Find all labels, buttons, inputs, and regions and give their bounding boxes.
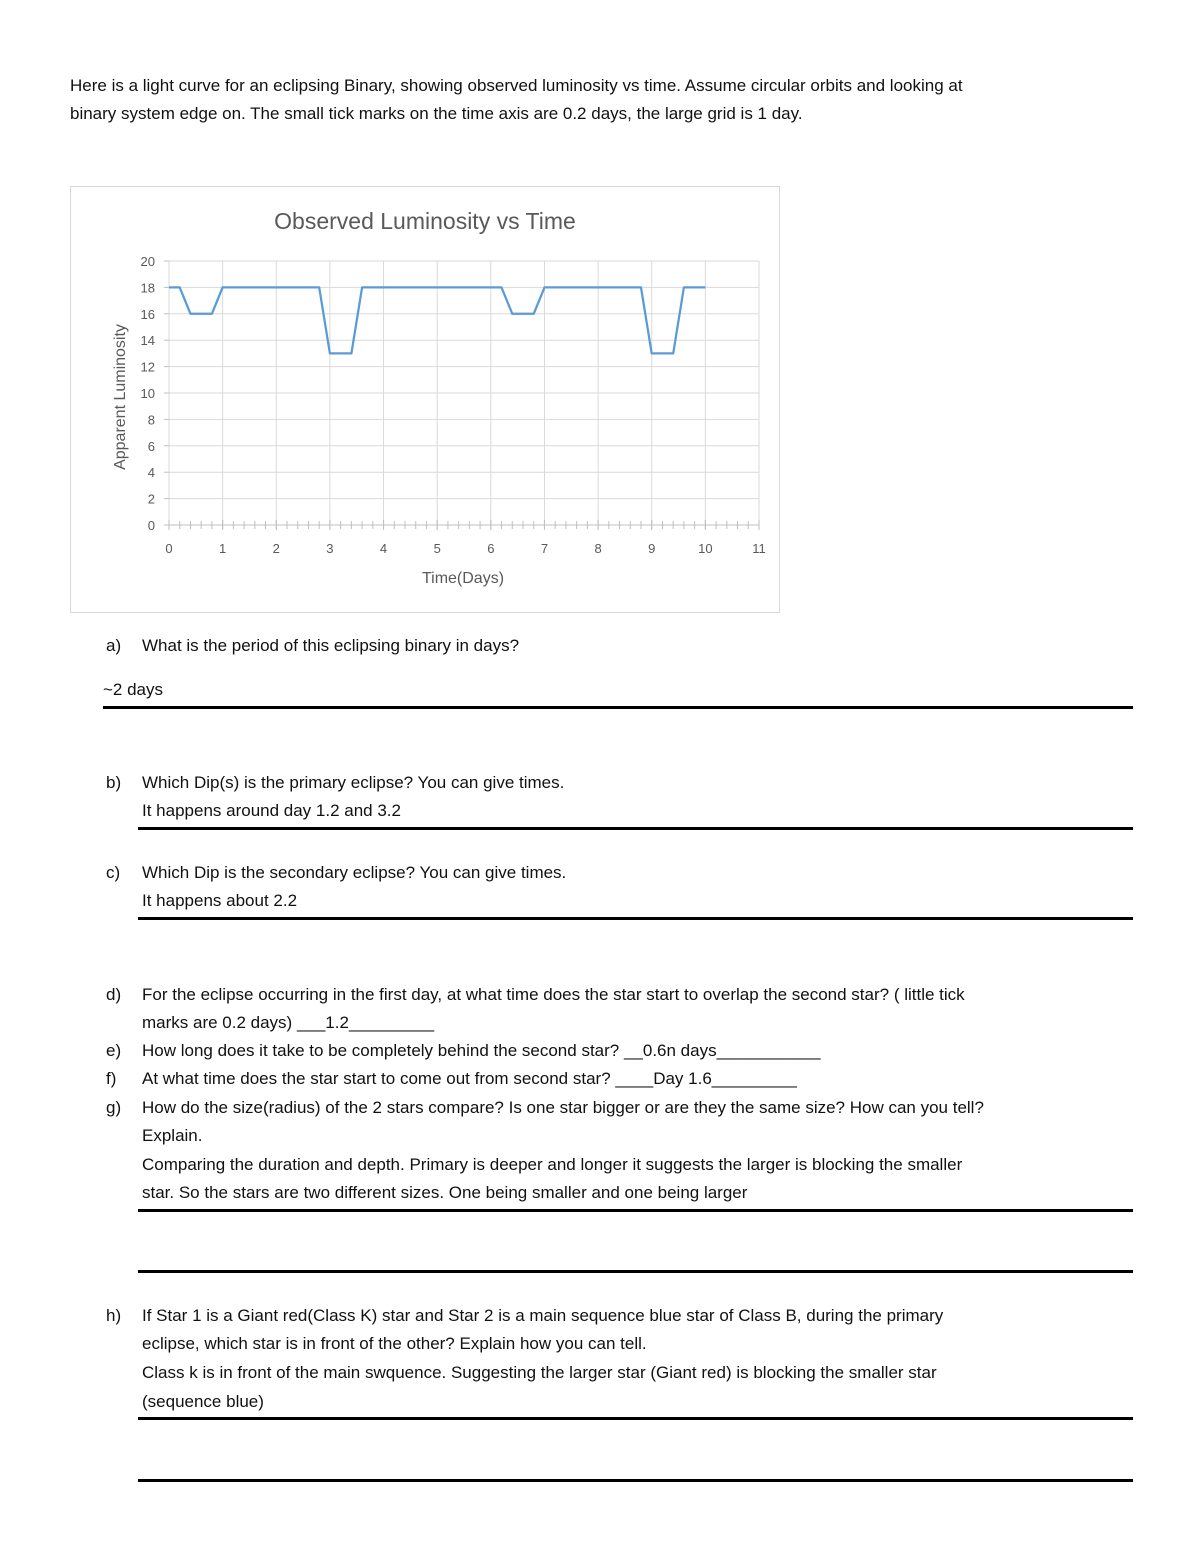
question-d-letter: d) <box>106 985 122 1004</box>
y-tick-label: 14 <box>140 333 155 349</box>
answer-a-rule <box>103 706 1133 709</box>
answer-h-line-2: (sequence blue) <box>142 1392 264 1411</box>
x-tick-label: 3 <box>326 541 334 556</box>
question-h-line-2: eclipse, which star is in front of the other? Explain how you can tell. <box>142 1334 647 1353</box>
y-tick-label: 18 <box>140 280 155 296</box>
x-tick-label: 4 <box>379 541 388 556</box>
question-g-line-2: Explain. <box>142 1126 203 1145</box>
x-tick-label: 10 <box>698 541 713 556</box>
y-tick-label: 16 <box>140 306 155 322</box>
y-axis-title: Apparent Luminosity <box>112 324 129 470</box>
question-g-line-1: How do the size(radius) of the 2 stars compare? Is one star bigger or are they the same size? How can you tell? <box>142 1098 984 1117</box>
answer-b: It happens around day 1.2 and 3.2 <box>142 801 401 820</box>
answer-g-rule-2 <box>138 1270 1133 1273</box>
question-d-line-2: marks are 0.2 days) ___1.2_________ <box>142 1013 435 1032</box>
y-tick-label: 0 <box>147 518 155 533</box>
question-g-letter: g) <box>106 1098 122 1117</box>
question-a-letter: a) <box>106 636 122 655</box>
x-axis-title: Time(Days) <box>421 570 505 587</box>
axis-layer <box>141 254 766 556</box>
x-tick-label: 2 <box>272 541 280 556</box>
x-tick-label: 6 <box>487 541 495 556</box>
answer-g-line-1: Comparing the duration and depth. Primary is deeper and longer it suggests the larger is blocking the smaller <box>142 1155 963 1174</box>
x-tick-label: 7 <box>540 541 549 556</box>
question-b-letter: b) <box>106 773 122 792</box>
intro-line-1: Here is a light curve for an eclipsing Binary, showing observed luminosity vs time. Assume circular orbits and looking at <box>70 76 963 95</box>
answer-h-rule-1 <box>138 1417 1133 1420</box>
answer-g-line-2: star. So the stars are two different sizes. One being smaller and one being larger <box>142 1183 748 1202</box>
question-f-text: At what time does the star start to come out from second star? ____Day 1.6_________ <box>142 1069 797 1088</box>
question-d-line-1: For the eclipse occurring in the first day, at what time does the star start to overlap the second star? ( little tick <box>142 985 965 1004</box>
intro-line-2: binary system edge on. The small tick marks on the time axis are 0.2 days, the large grid is 1 day. <box>70 104 803 123</box>
y-tick-label: 6 <box>147 438 155 454</box>
x-tick-label: 8 <box>594 541 602 556</box>
answer-c: It happens about 2.2 <box>142 891 298 910</box>
y-tick-label: 12 <box>140 359 155 375</box>
x-tick-label: 11 <box>752 541 766 556</box>
x-tick-label: 5 <box>433 541 441 556</box>
question-b-text: Which Dip(s) is the primary eclipse? You can give times. <box>142 773 565 792</box>
question-f-letter: f) <box>106 1069 117 1088</box>
question-e-text: How long does it take to be completely behind the second star? __0.6n days___________ <box>142 1041 821 1060</box>
question-c-letter: c) <box>106 863 121 882</box>
answer-g-rule-1 <box>138 1209 1133 1212</box>
question-h-letter: h) <box>106 1306 122 1325</box>
chart-title: Observed Luminosity vs Time <box>274 208 576 234</box>
y-tick-label: 8 <box>147 412 155 428</box>
question-c-text: Which Dip is the secondary eclipse? You can give times. <box>142 863 567 882</box>
y-tick-label: 20 <box>140 254 155 269</box>
question-e-letter: e) <box>106 1041 122 1060</box>
x-tick-label: 0 <box>165 541 173 556</box>
answer-a: ~2 days <box>103 680 164 699</box>
y-tick-label: 2 <box>147 491 155 507</box>
chart-svg <box>71 187 779 612</box>
y-tick-label: 4 <box>147 465 155 481</box>
grid-layer <box>169 261 759 525</box>
answer-c-rule <box>138 917 1133 920</box>
question-h-line-1: If Star 1 is a Giant red(Class K) star and Star 2 is a main sequence blue star of Class B, during the primary <box>142 1306 944 1325</box>
y-tick-label: 10 <box>140 386 155 401</box>
answer-h-rule-2 <box>138 1479 1133 1482</box>
x-tick-label: 9 <box>648 541 656 556</box>
answer-b-rule <box>138 827 1133 830</box>
x-tick-label: 1 <box>219 541 227 556</box>
light-curve-chart <box>70 186 780 613</box>
question-a-text: What is the period of this eclipsing binary in days? <box>142 636 520 655</box>
answer-h-line-1: Class k is in front of the main swquence. Suggesting the larger star (Giant red) is blocking the smaller star <box>142 1363 937 1382</box>
